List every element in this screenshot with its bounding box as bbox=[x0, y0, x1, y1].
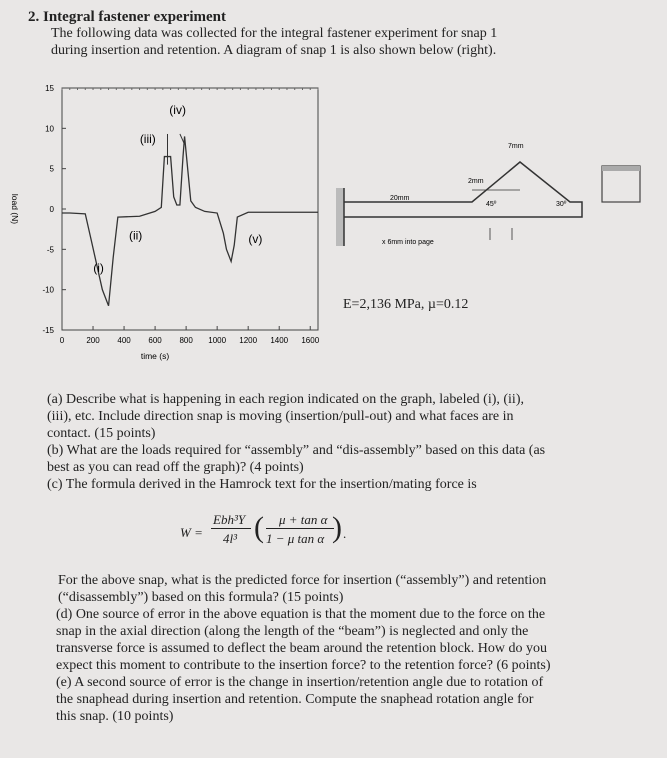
intro-line-2: during insertion and retention. A diagram of snap 1 is also shown below (right). bbox=[51, 43, 497, 58]
x-tick-label: 1200 bbox=[239, 336, 258, 345]
angle-45-label: 45º bbox=[486, 201, 497, 208]
x-tick-label: 1000 bbox=[208, 336, 227, 345]
question-d-line-4: expect this moment to contribute to the insertion force? to the retention force? (6 points) bbox=[56, 658, 551, 673]
region-label: (ii) bbox=[128, 228, 143, 243]
question-d-line-3: transverse force is assumed to deflect the beam around the retention block. How do you bbox=[56, 641, 548, 656]
formula-inner-numerator: μ + tan α bbox=[279, 512, 328, 527]
question-b-line-2: best as you can read off the graph)? (4 points) bbox=[47, 460, 304, 475]
question-a-line-3: contact. (15 points) bbox=[47, 426, 156, 441]
formula-right-paren: ) bbox=[332, 511, 342, 544]
x-tick-label: 1600 bbox=[301, 336, 320, 345]
y-tick-label: 10 bbox=[45, 124, 54, 134]
x-tick-label: 1400 bbox=[270, 336, 289, 345]
question-a-line-1: (a) Describe what is happening in each region indicated on the graph, labeled (i), (ii), bbox=[47, 392, 524, 407]
question-e-line-3: this snap. (10 points) bbox=[56, 709, 174, 724]
formula-denominator: 4l³ bbox=[223, 531, 238, 546]
intro-line-1: The following data was collected for the integral fastener experiment for snap 1 bbox=[51, 26, 498, 41]
y-tick-label: -10 bbox=[42, 285, 54, 295]
depth-note: x 6mm into page bbox=[382, 239, 434, 246]
snap-beam-outline bbox=[344, 162, 582, 217]
y-tick-label: 5 bbox=[49, 164, 54, 174]
region-label: (iv) bbox=[169, 102, 186, 117]
load-time-chart bbox=[0, 78, 330, 368]
plot-frame bbox=[62, 88, 318, 330]
retention-block bbox=[602, 166, 640, 202]
formula-inner-denominator: 1 − μ tan α bbox=[266, 531, 325, 546]
x-tick-label: 0 bbox=[59, 336, 65, 345]
question-d-line-1: (d) One source of error in the above equation is that the moment due to the force on the bbox=[56, 607, 546, 622]
dim-20-label: 20mm bbox=[390, 195, 410, 202]
y-tick-label: -15 bbox=[42, 326, 54, 335]
formula-fraction-bar bbox=[211, 528, 251, 529]
snap-diagram bbox=[330, 140, 667, 260]
question-c-line-2: For the above snap, what is the predicted force for insertion (“assembly”) and retention bbox=[58, 573, 547, 588]
question-e-line-1: (e) A second source of error is the change in insertion/retention angle due to rotation of bbox=[56, 675, 544, 690]
question-b-line-1: (b) What are the loads required for “assembly” and “dis-assembly” based on this data (as bbox=[47, 443, 546, 458]
x-tick-label: 400 bbox=[117, 336, 131, 345]
region-label: (v) bbox=[248, 231, 263, 246]
problem-heading: 2. Integral fastener experiment bbox=[28, 9, 227, 25]
wall-hatch bbox=[336, 188, 344, 246]
dim-7-label: 7mm bbox=[508, 143, 524, 150]
region-label: (iii) bbox=[139, 131, 156, 146]
material-properties: E=2,136 MPa, µ=0.12 bbox=[343, 297, 469, 312]
x-tick-label: 200 bbox=[86, 336, 100, 345]
question-e-line-2: the snaphead during insertion and retention. Compute the snaphead rotation angle for bbox=[56, 692, 534, 707]
series-line-load bbox=[62, 136, 318, 305]
dim-2-label: 2mm bbox=[468, 178, 484, 185]
formula-lhs: W = bbox=[180, 525, 203, 540]
y-axis-label: load (N) bbox=[10, 193, 20, 225]
y-tick-label: 0 bbox=[49, 205, 54, 214]
question-c-line-3: (“disassembly”) based on this formula? (15 points) bbox=[58, 590, 344, 605]
question-d-line-2: snap in the axial direction (along the length of the “beam”) is neglected and only the bbox=[56, 624, 529, 639]
formula-left-paren: ( bbox=[254, 511, 264, 544]
formula-end: . bbox=[343, 526, 347, 541]
formula-inner-fraction-bar bbox=[266, 528, 334, 529]
y-tick-label: -5 bbox=[46, 245, 54, 255]
question-a-line-2: (iii), etc. Include direction snap is moving (insertion/pull-out) and what faces are in bbox=[47, 409, 514, 424]
angle-30-label: 30º bbox=[556, 201, 567, 208]
x-tick-label: 800 bbox=[179, 336, 193, 345]
x-tick-label: 600 bbox=[148, 336, 162, 345]
region-label: (i) bbox=[93, 260, 104, 275]
retention-block-top bbox=[602, 166, 640, 171]
x-axis-label: time (s) bbox=[140, 351, 170, 361]
y-tick-label: 15 bbox=[45, 84, 54, 93]
question-c-line-1: (c) The formula derived in the Hamrock text for the insertion/mating force is bbox=[47, 477, 477, 492]
formula-numerator: Ebh³Y bbox=[213, 512, 246, 527]
